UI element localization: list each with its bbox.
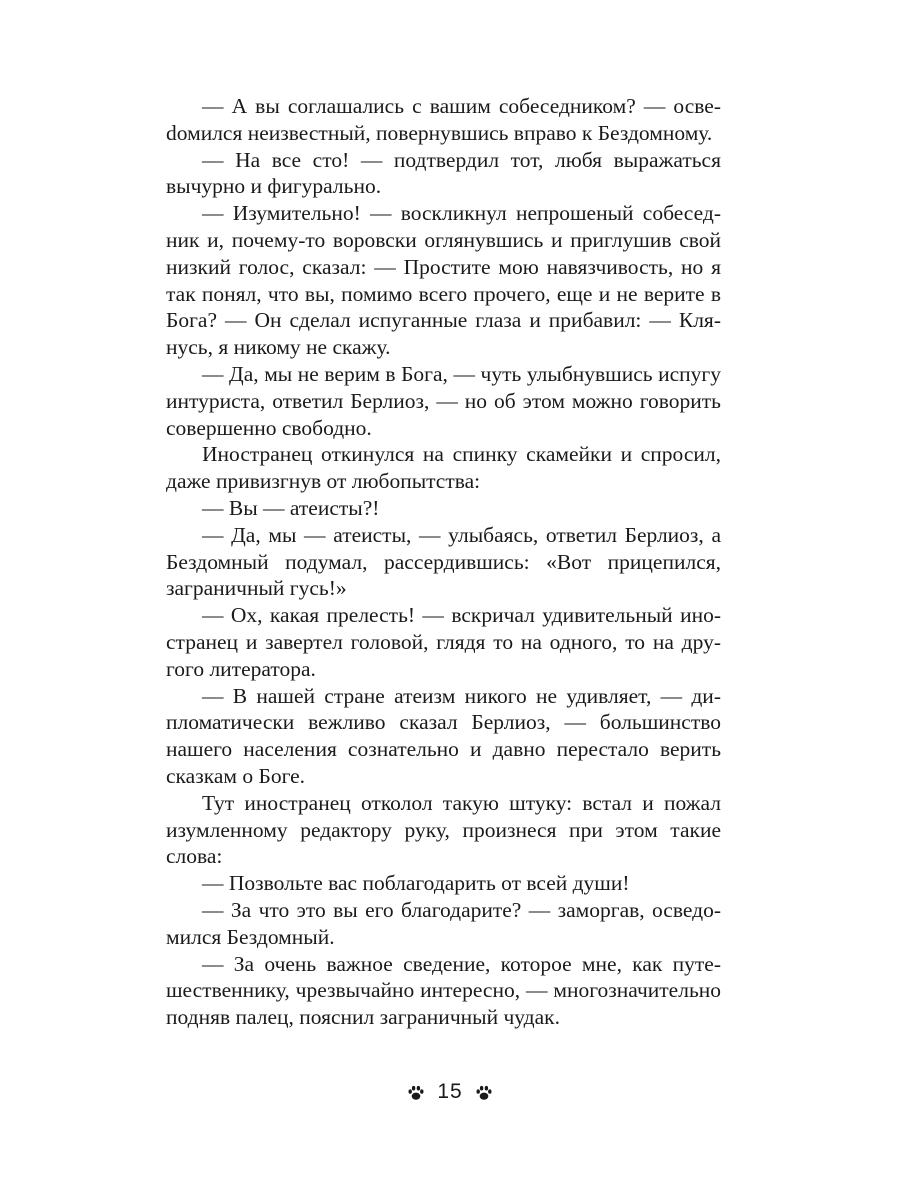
paw-print-icon: [475, 1081, 493, 1099]
paragraph: — Вы — атеисты?!: [202, 495, 380, 520]
page-body: [166, 93, 721, 1031]
paw-print-icon: [407, 1081, 425, 1099]
paragraph: — В нашей стране атеизм никого не удивляет, — дипломатически вежливо сказал Берлиоз, — большинство нашего населения сознательно и давно перестало верить сказкам о Боге.: [166, 683, 721, 788]
paragraph: — За что это вы его благодарите? — заморгав, осведомился Бездомный.: [166, 897, 721, 949]
paragraph: — Позвольте вас поблагодарить от всей души!: [202, 871, 630, 896]
paragraph: — Ох, какая прелесть! — вскричал удивительный иностранец и завертел головой, глядя то на одного, то на другого литератора.: [166, 603, 721, 681]
paragraph: — Да, мы — атеисты, — улыбаясь, ответил Берлиоз, а Бездомный подумал, рассердившись: «Вот прицепился, заграничный гусь!»: [166, 522, 721, 601]
paragraph: — А вы соглашались с вашим собеседником? — освеdомился неизвестный, повернувшись вправо к Бездомному.: [166, 94, 721, 145]
paragraph: — За очень важное сведение, которое мне, как путешественнику, чрезвычайно интересно, — многозначительно подняв палец, пояснил заграничный чудак.: [166, 951, 721, 1030]
page-number: 15: [437, 1079, 463, 1103]
page-footer: [0, 1076, 900, 1106]
paragraph: Тут иностранец отколол такую штуку: встал и пожал изумленному редактору руку, произнеся при этом такие слова:: [166, 790, 721, 869]
paragraph: Иностранец откинулся на спинку скамейки и спросил, даже привизгнув от любопытства:: [166, 442, 721, 494]
paragraph: — Да, мы не верим в Бога, — чуть улыбнувшись испугу интуриста, ответил Берлиоз, — но об этом можно говорить совершенно свободно.: [166, 361, 721, 440]
paragraph: — Изумительно! — воскликнул непрошеный собеседник и, почему-то воровски оглянувшись и приглушив свой низкий голос, сказал: — Простите мою навязчивость, но я так понял, что вы, помимо всего прочего, еще и не верите в Бога? — Он сделал испуганные глаза и прибавил: — Клянусь, я никому не скажу.: [166, 201, 721, 360]
paragraph: — На все сто! — подтвердил тот, любя выражаться вычурно и фигурально.: [166, 147, 721, 199]
